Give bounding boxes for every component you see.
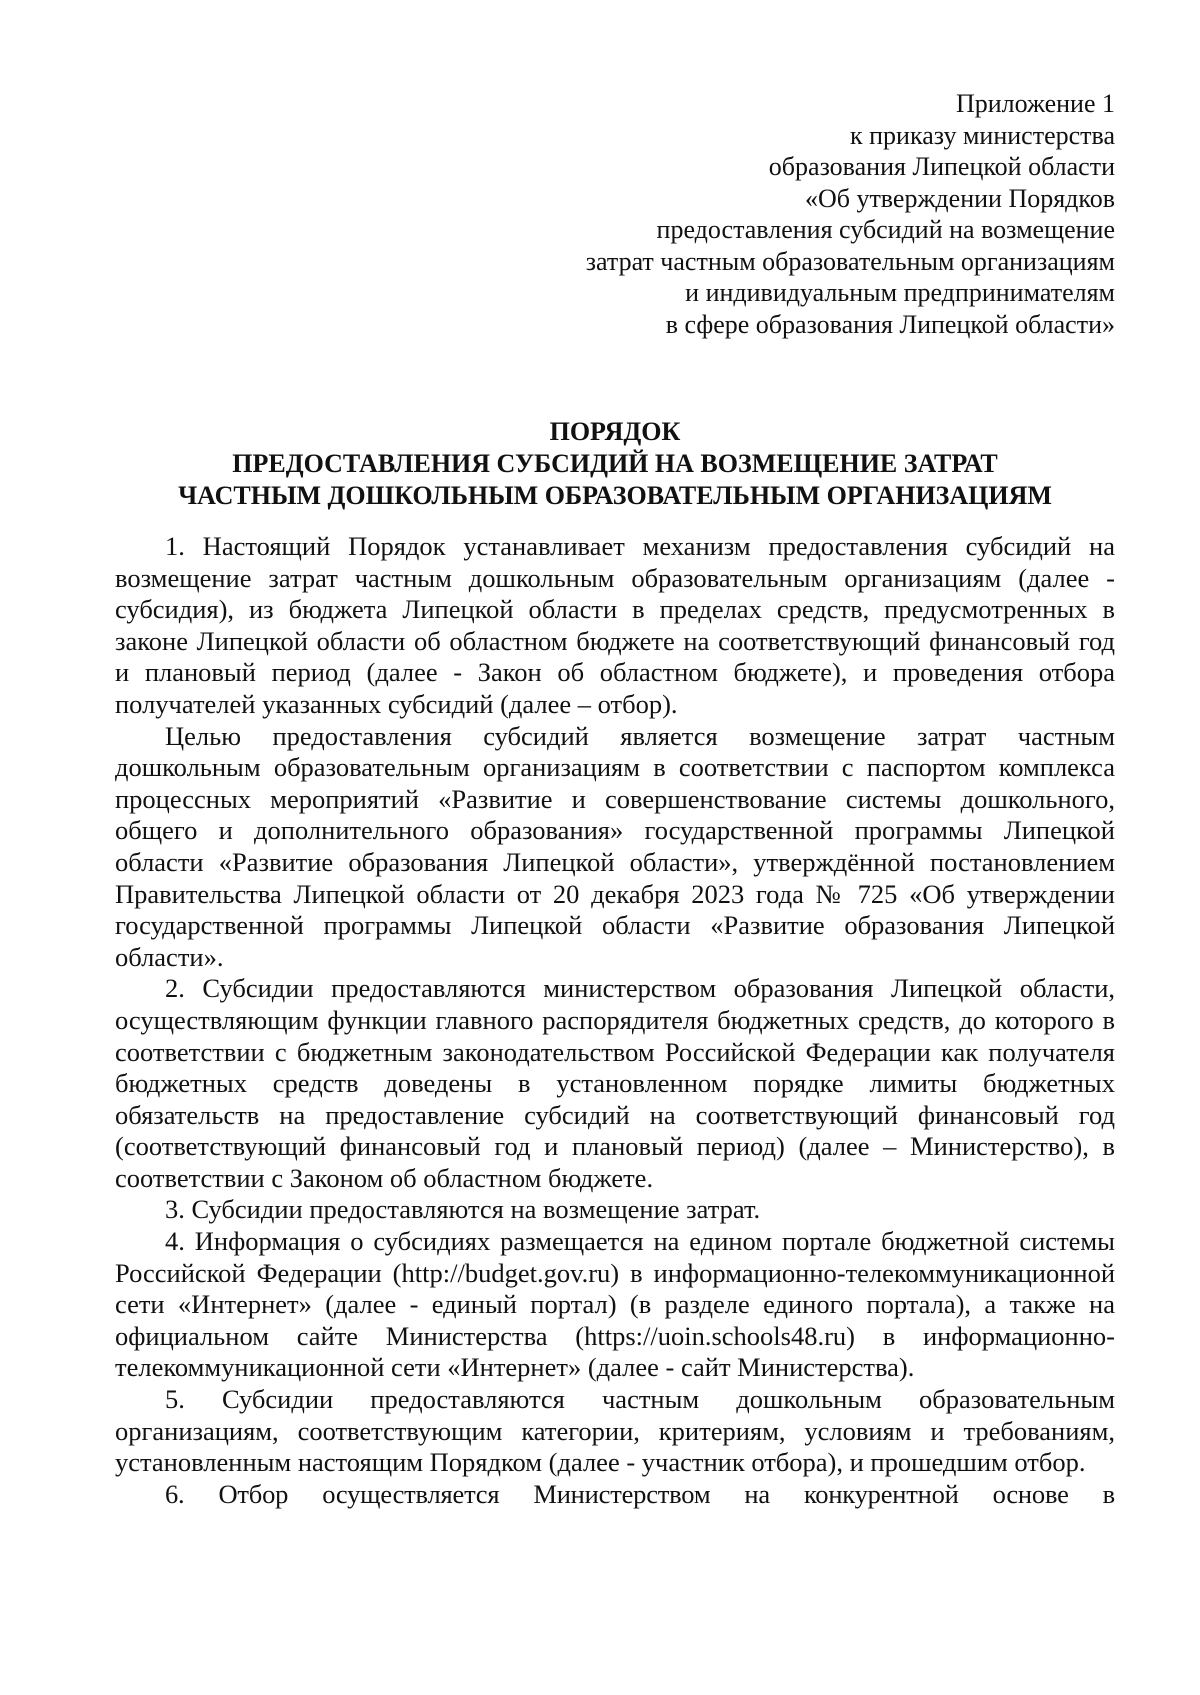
paragraph-3: 3. Субсидии предоставляются на возмещение затрат. [165, 1194, 761, 1225]
appendix-line: и индивидуальным предпринимателям [685, 278, 1115, 307]
appendix-line: предоставления субсидий на возмещение [656, 215, 1115, 244]
appendix-line: «Об утверждении Порядков [804, 183, 1115, 213]
document-body [115, 531, 1115, 1510]
document-title [115, 416, 1115, 512]
appendix-header [415, 88, 1115, 340]
appendix-line: Приложение 1 [955, 89, 1115, 118]
paragraph-5: 5. Субсидии предоставляются частным дошкольным образовательным организациям, соответствующим категории, критериям, условиям и требованиям, установленным настоящим Порядком (далее - участник отбора), и прошедшим отбор. [115, 1384, 1115, 1478]
title-line: ПРЕДОСТАВЛЕНИЯ СУБСИДИЙ НА ВОЗМЕЩЕНИЕ ЗАТРАТ [232, 449, 998, 478]
appendix-line: в сфере образования Липецкой области» [665, 309, 1115, 339]
appendix-line: образования Липецкой области [768, 152, 1115, 181]
paragraph-2: 2. Субсидии предоставляются министерством образования Липецкой области, осуществляющим функции главного распорядителя бюджетных средств, до которого в соответствии с бюджетным законодательством Российской Федерации как получателя бюджетных средств доведены в установленном порядке лимиты бюджетных обязательств на предоставление субсидий на соответствующий финансовый год (соответствующий финансовый год и плановый период) (далее – Министерство), в соответствии с Законом об областном бюджете. [115, 973, 1115, 1193]
title-line: ЧАСТНЫМ ДОШКОЛЬНЫМ ОБРАЗОВАТЕЛЬНЫМ ОРГАНИЗАЦИЯМ [178, 481, 1052, 510]
paragraph-4: 4. Информация о субсидиях размещается на едином портале бюджетной системы Российской Федерации (http://budget.gov.ru) в информационно-телекоммуникационной сети «Интернет» (далее - единый портал) (в разделе единого портала), а также на официальном сайте Министерства (https://uoin.schools48.ru) в информационно-телекоммуникационной сети «Интернет» (далее - сайт Министерства). [115, 1226, 1115, 1383]
appendix-line: к приказу министерства [850, 120, 1115, 150]
paragraph-1: 1. Настоящий Порядок устанавливает механизм предоставления субсидий на возмещение затрат частным дошкольным образовательным организациям (далее - субсидия), из бюджета Липецкой области в пределах средств, предусмотренных в законе Липецкой области об областном бюджете на соответствующий финансовый год и плановый период (далее - Закон об областном бюджете), и проведения отбора получателей указанных субсидий (далее – отбор). [115, 531, 1115, 719]
paragraph-6: 6. Отбор осуществляется Министерством на конкурентной основе в [165, 1478, 1115, 1509]
title-line: ПОРЯДОК [549, 417, 681, 446]
paragraph-purpose: Целью предоставления субсидий является возмещение затрат частным дошкольным образовательным организациям в соответствии с паспортом комплекса процессных мероприятий «Развитие и совершенствование системы дошкольного, общего и дополнительного образования» государственной программы Липецкой области «Развитие образования Липецкой области», утверждённой постановлением Правительства Липецкой области от 20 декабря 2023 года № 725 «Об утверждении государственной программы Липецкой области «Развитие образования Липецкой области». [115, 720, 1115, 972]
appendix-line: затрат частным образовательным организациям [585, 246, 1115, 276]
